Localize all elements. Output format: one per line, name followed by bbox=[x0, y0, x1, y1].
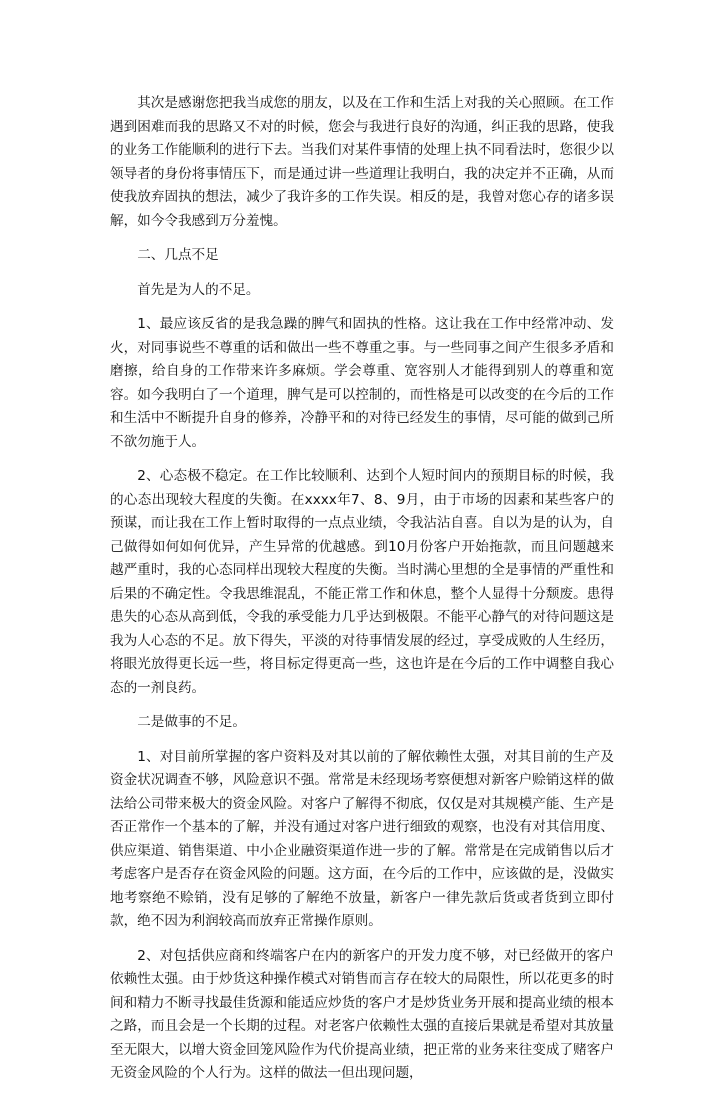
subheading-personal-shortcomings: 首先是为人的不足。 bbox=[137, 281, 260, 298]
subheading-work-shortcomings: 二是做事的不足。 bbox=[137, 714, 246, 730]
section-heading-shortcomings: 二、几点不足 bbox=[137, 247, 219, 263]
paragraph-temper: 1、最应该反省的是我急躁的脾气和固执的性格。这让我在工作中经常冲动、发火，对同事说些不尊重的话和做出一些不尊重之事。与一些同事之间产生很多矛盾和磨擦，给自身的工作带来许多麻烦。学会尊重、宽容别人才能得到别人的尊重和宽容。如今我明白了一个道理，脾气是可以控制的，而性格是可以改变的在今后的工作和生活中不断提升自身的修养，冷静平和的对待已经发生的事情，尽可能的做到己所不欲勿施于人。 bbox=[110, 316, 614, 450]
paragraph-mindset: 2、心态极不稳定。在工作比较顺利、达到个人短时间内的预期目标的时候，我的心态出现较大程度的失衡。在xxxx年7、8、9月，由于市场的因素和某些客户的预谋，而让我在工作上暂时取得的一点点业绩，令我沾沾自喜。自以为是的认为，自己做得如何如何优异，产生异常的优越感。到10月份客户开始拖款，而且问题越来越严重时，我的心态同样出现较大程度的失衡。当时满心里想的全是事情的严重性和后果的不确定性。令我思维混乱，不能正常工作和休息，整个人显得十分颓废。患得患失的心态从高到低，令我的承受能力几乎达到极限。不能平心静气的对待问题这是我为人心态的不足。放下得失，平淡的对待事情发展的经过，享受成败的人生经历，将眼光放得更长远一些，将目标定得更高一些，这也许是在今后的工作中调整自我心态的一剂良药。 bbox=[110, 468, 614, 696]
document-page bbox=[110, 92, 614, 1097]
paragraph-new-customers: 2、对包括供应商和终端客户在内的新客户的开发力度不够，对已经做开的客户依赖性太强。由于炒货这种操作模式对销售而言存在较大的局限性，所以花更多的时间和精力不断寻找最佳货源和能适应炒货的客户才是炒货业务开展和提高业绩的根本之路，而且会是一个长期的过程。对老客户依赖性太强的直接后果就是希望对其放量至无限大，以增大资金回笼风险作为代价提高业绩，把正常的业务来往变成了赌客户无资金风险的个人行为。这样的做法一但出现问题， bbox=[110, 947, 614, 1081]
paragraph-customer-risk: 1、对目前所掌握的客户资料及对其以前的了解依赖性太强，对其目前的生产及资金状况调查不够，风险意识不强。常常是未经现场考察便想对新客户赊销这样的做法给公司带来极大的资金风险。对客户了解得不彻底，仅仅是对其规模产能、生产是否正常作一个基本的了解，并没有通过对客户进行细致的观察，也没有对其信用度、供应渠道、销售渠道、中小企业融资渠道作进一步的了解。常常是在完成销售以后才考虑客户是否存在资金风险的问题。这方面，在今后的工作中，应该做的是，没做实地考察绝不赊销，没有足够的了解绝不放量，新客户一律先款后货或者货到立即付款，绝不因为利润较高而放弃正常操作原则。 bbox=[110, 748, 614, 929]
paragraph-gratitude: 其次是感谢您把我当成您的朋友，以及在工作和生活上对我的关心照顾。在工作遇到困难而我的思路又不对的时候，您会与我进行良好的沟通，纠正我的思路，使我的业务工作能顺利的进行下去。当我们对某件事情的处理上执不同看法时，您很少以领导者的身份将事情压下，而是通过讲一些道理让我明白，我的决定并不正确，从而使我放弃固执的想法，减少了我许多的工作失误。相反的是，我曾对您心存的诸多误解，如今令我感到万分羞愧。 bbox=[110, 95, 614, 229]
